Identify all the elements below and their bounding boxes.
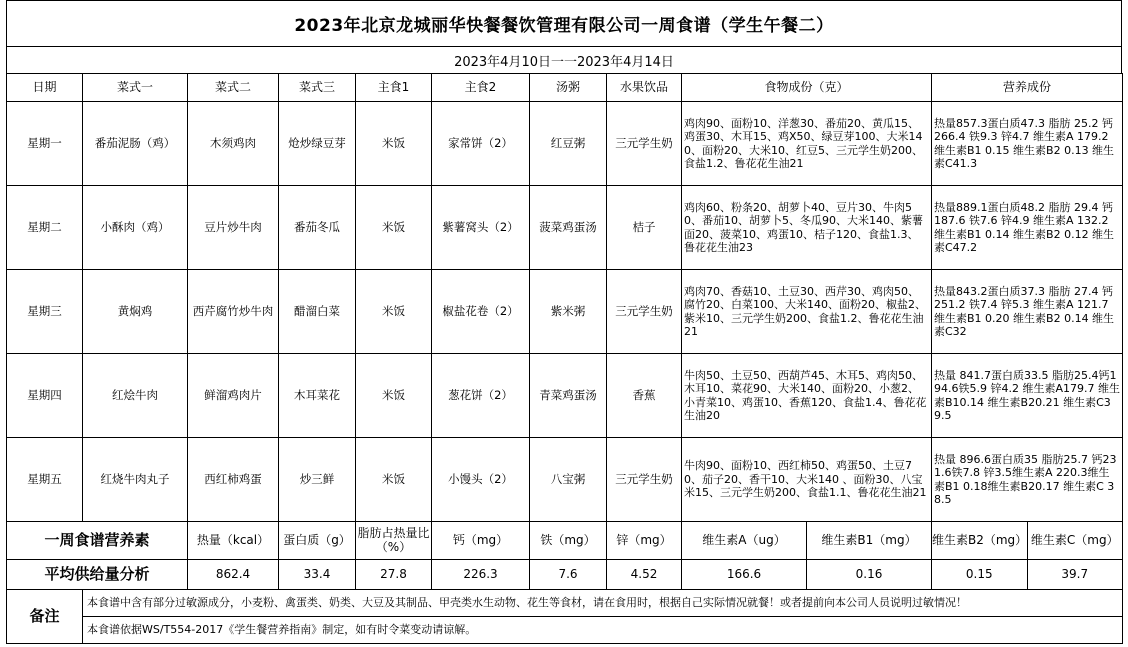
staple1-cell: 米饭 — [356, 354, 432, 438]
note-label: 备注 — [7, 590, 83, 644]
header-dish2: 菜式二 — [188, 74, 279, 102]
average-value: 166.6 — [682, 560, 807, 589]
nutrient-header: 维生素B2（mg） — [932, 522, 1028, 559]
average-value: 0.16 — [855, 566, 883, 581]
staple1-cell: 米饭 — [356, 102, 432, 186]
nutrient-header: 铁（mg） — [530, 522, 607, 560]
nutrient-header: 维生素B1（mg） — [821, 532, 917, 547]
nutrients-label: 一周食谱营养素 — [7, 522, 188, 560]
nutrient-header: 维生素A（ug） — [682, 522, 807, 559]
note-row — [7, 617, 1123, 644]
dish2-cell: 西芹腐竹炒牛肉 — [188, 270, 279, 354]
dish3-cell: 番茄冬瓜 — [279, 186, 356, 270]
table-row — [7, 270, 1123, 354]
average-value: 39.7 — [1061, 566, 1089, 581]
ingredients-cell: 鸡肉60、粉条20、胡萝卜40、豆片30、牛肉50、番茄10、胡萝卜5、冬瓜90、大米140、紫薯面20、菠菜10、鸡蛋10、桔子120、食盐1.3、鲁花花生油23 — [682, 186, 932, 270]
average-label: 平均供给量分析 — [7, 560, 188, 590]
dish2-cell: 西红柿鸡蛋 — [188, 438, 279, 522]
day-cell: 星期四 — [7, 354, 83, 438]
header-drink: 水果饮品 — [607, 74, 682, 102]
nutrition-cell: 热量857.3蛋白质47.3 脂肪 25.2 钙 266.4 铁9.3 锌4.7 维生素A 179.2 维生素B1 0.15 维生素B2 0.13 维生素C41.3 — [932, 102, 1123, 186]
soup-cell: 菠菜鸡蛋汤 — [530, 186, 607, 270]
dish3-cell: 炝炒绿豆芽 — [279, 102, 356, 186]
menu-table — [6, 73, 1123, 644]
table-row — [7, 438, 1123, 522]
vitamin-value-split — [932, 560, 1123, 590]
day-cell: 星期三 — [7, 270, 83, 354]
nutrient-header: 蛋白质（g） — [279, 522, 356, 560]
dish3-cell: 醋溜白菜 — [279, 270, 356, 354]
nutrition-cell: 热量843.2蛋白质37.3 脂肪 27.4 钙 251.2 铁7.4 锌5.3 维生素A 121.7 维生素B1 0.20 维生素B2 0.14 维生素C32 — [932, 270, 1123, 354]
drink-cell: 三元学生奶 — [607, 438, 682, 522]
staple2-cell: 家常饼（2） — [432, 102, 530, 186]
dish2-cell: 鲜溜鸡肉片 — [188, 354, 279, 438]
nutrition-cell: 热量 896.6蛋白质35 脂肪25.7 钙231.6铁7.8 锌3.5维生素A 220.3维生素B1 0.18维生素B20.17 维生素C 38.5 — [932, 438, 1123, 522]
table-row — [7, 354, 1123, 438]
ingredients-cell: 鸡肉90、面粉10、洋葱30、番茄20、黄瓜15、鸡蛋30、木耳15、鸡Ⅹ50、绿豆芽100、大米140、面粉20、大米10、红豆5、三元学生奶200、食盐1.2、鲁花花生油21 — [682, 102, 932, 186]
table-row — [7, 186, 1123, 270]
dish1-cell: 红烩牛肉 — [83, 354, 188, 438]
day-cell: 星期二 — [7, 186, 83, 270]
staple2-cell: 葱花饼（2） — [432, 354, 530, 438]
drink-cell: 香蕉 — [607, 354, 682, 438]
vitamin-value-split — [682, 560, 932, 590]
staple2-cell: 紫薯窝头（2） — [432, 186, 530, 270]
header-soup: 汤粥 — [530, 74, 607, 102]
nutrient-header: 热量（kcal） — [188, 522, 279, 560]
table-row — [7, 102, 1123, 186]
soup-cell: 青菜鸡蛋汤 — [530, 354, 607, 438]
dish2-cell: 木须鸡肉 — [188, 102, 279, 186]
soup-cell: 红豆粥 — [530, 102, 607, 186]
nutrient-header: 钙（mg） — [432, 522, 530, 560]
average-value: 0.15 — [932, 560, 1028, 589]
soup-cell: 八宝粥 — [530, 438, 607, 522]
dish2-cell: 豆片炒牛肉 — [188, 186, 279, 270]
header-dish1: 菜式一 — [83, 74, 188, 102]
header-dish3: 菜式三 — [279, 74, 356, 102]
drink-cell: 三元学生奶 — [607, 270, 682, 354]
average-value: 27.8 — [356, 560, 432, 590]
dish1-cell: 番茄泥肠（鸡） — [83, 102, 188, 186]
page-title: 2023年北京龙城丽华快餐餐饮管理有限公司一周食谱（学生午餐二） — [6, 0, 1122, 46]
note-row — [7, 590, 1123, 617]
dish3-cell: 炒三鲜 — [279, 438, 356, 522]
date-range: 2023年4月10日一一2023年4月14日 — [6, 46, 1122, 73]
dish1-cell: 小酥肉（鸡） — [83, 186, 188, 270]
staple1-cell: 米饭 — [356, 270, 432, 354]
nutrient-header-row — [7, 522, 1123, 560]
header-row — [7, 74, 1123, 102]
staple1-cell: 米饭 — [356, 438, 432, 522]
header-ingredients: 食物成份（克） — [682, 74, 932, 102]
dish1-cell: 黄焖鸡 — [83, 270, 188, 354]
nutrition-cell: 热量 841.7蛋白质33.5 脂肪25.4钙194.6铁5.9 锌4.2 维生素A179.7 维生素B10.14 维生素B20.21 维生素C39.5 — [932, 354, 1123, 438]
average-value: 4.52 — [607, 560, 682, 590]
nutrient-header: 脂肪占热量比（%） — [356, 522, 432, 560]
day-cell: 星期一 — [7, 102, 83, 186]
header-date: 日期 — [7, 74, 83, 102]
staple2-cell: 椒盐花卷（2） — [432, 270, 530, 354]
header-nutrition: 营养成份 — [932, 74, 1123, 102]
vitamin-header-split — [932, 522, 1123, 560]
header-staple1: 主食1 — [356, 74, 432, 102]
note-text: 本食谱中含有部分过敏源成分，小麦粉、禽蛋类、奶类、大豆及其制品、甲壳类水生动物、花生等食材，请在食用时，根据自己实际情况就餐！或者提前向本公司人员说明过敏情况！ — [83, 590, 1123, 617]
ingredients-cell: 牛肉90、面粉10、西红柿50、鸡蛋50、土豆70、茄子20、香干10、大米140 、面粉30、八宝米15、三元学生奶200、食盐1.1、鲁花花生油21 — [682, 438, 932, 522]
nutrition-cell: 热量889.1蛋白质48.2 脂肪 29.4 钙 187.6 铁7.6 锌4.9 维生素A 132.2 维生素B1 0.14 维生素B2 0.12 维生素C47.2 — [932, 186, 1123, 270]
header-staple2: 主食2 — [432, 74, 530, 102]
average-value: 862.4 — [188, 560, 279, 590]
note-text: 本食谱依据WS/T554-2017《学生餐营养指南》制定，如有时令菜变动请谅解。 — [83, 617, 1123, 644]
average-value: 7.6 — [530, 560, 607, 590]
soup-cell: 紫米粥 — [530, 270, 607, 354]
ingredients-cell: 牛肉50、土豆50、西葫芦45、木耳5、鸡肉50、木耳10、菜花90、大米140、面粉20、小葱2、小青菜10、鸡蛋10、香蕉120、食盐1.4、鲁花花生油20 — [682, 354, 932, 438]
day-cell: 星期五 — [7, 438, 83, 522]
staple2-cell: 小馒头（2） — [432, 438, 530, 522]
ingredients-cell: 鸡肉70、香菇10、土豆30、西芹30、鸡肉50、腐竹20、白菜100、大米140、面粉20、椒盐2、紫米10、三元学生奶200、食盐1.2、鲁花花生油21 — [682, 270, 932, 354]
average-value: 33.4 — [279, 560, 356, 590]
nutrient-header: 锌（mg） — [607, 522, 682, 560]
dish1-cell: 红烧牛肉丸子 — [83, 438, 188, 522]
dish3-cell: 木耳菜花 — [279, 354, 356, 438]
vitamin-header-split — [682, 522, 932, 560]
drink-cell: 桔子 — [607, 186, 682, 270]
average-value: 226.3 — [432, 560, 530, 590]
nutrient-header: 维生素C（mg） — [1030, 532, 1119, 547]
drink-cell: 三元学生奶 — [607, 102, 682, 186]
staple1-cell: 米饭 — [356, 186, 432, 270]
average-row — [7, 560, 1123, 590]
